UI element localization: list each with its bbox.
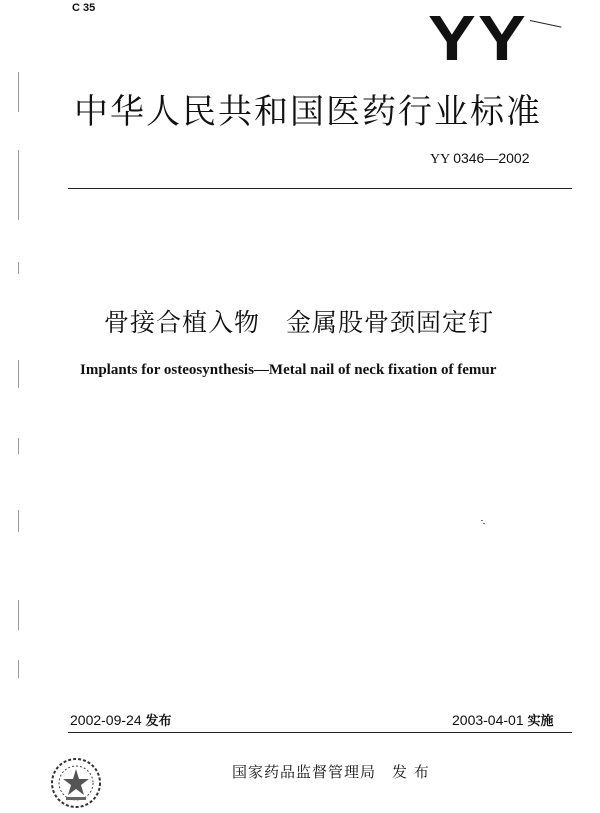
implementation-date-value: 2003-04-01	[452, 712, 524, 728]
scan-edge-mark	[18, 660, 19, 678]
issue-date	[70, 710, 172, 729]
footer-rule	[68, 732, 572, 733]
issue-date-label: 发布	[145, 714, 172, 729]
standard-number-value: 0346—2002	[453, 150, 530, 166]
document-title-english: Implants for osteosynthesis—Metal nail of neck fixation of femur	[80, 362, 497, 378]
scan-edge-mark	[18, 510, 19, 532]
scan-edge-mark	[18, 360, 19, 388]
logo-stroke	[530, 20, 562, 28]
standard-number	[430, 150, 530, 168]
standard-type-heading: 中华人民共和国医药行业标准	[74, 92, 542, 132]
header-rule	[68, 188, 572, 189]
scan-speck	[483, 523, 485, 524]
issuing-authority	[232, 761, 430, 782]
yy-logo: YY	[428, 2, 529, 74]
classification-code: C 35	[72, 2, 96, 14]
scan-speck	[481, 520, 483, 521]
issuer-action: 发 布	[392, 763, 430, 781]
scan-edge-mark	[18, 438, 19, 454]
scan-edge-mark	[18, 150, 19, 220]
issuer-name: 国家药品监督管理局	[232, 763, 377, 781]
document-title-chinese: 骨接合植入物 金属股骨颈固定钉	[104, 308, 495, 337]
implementation-date-label: 实施	[527, 714, 554, 729]
implementation-date	[452, 710, 554, 729]
scan-edge-mark	[18, 600, 19, 630]
standard-number-prefix: YY	[430, 152, 450, 167]
issue-date-value: 2002-09-24	[70, 712, 142, 728]
scan-edge-mark	[18, 72, 19, 112]
scan-edge-mark	[18, 262, 19, 274]
